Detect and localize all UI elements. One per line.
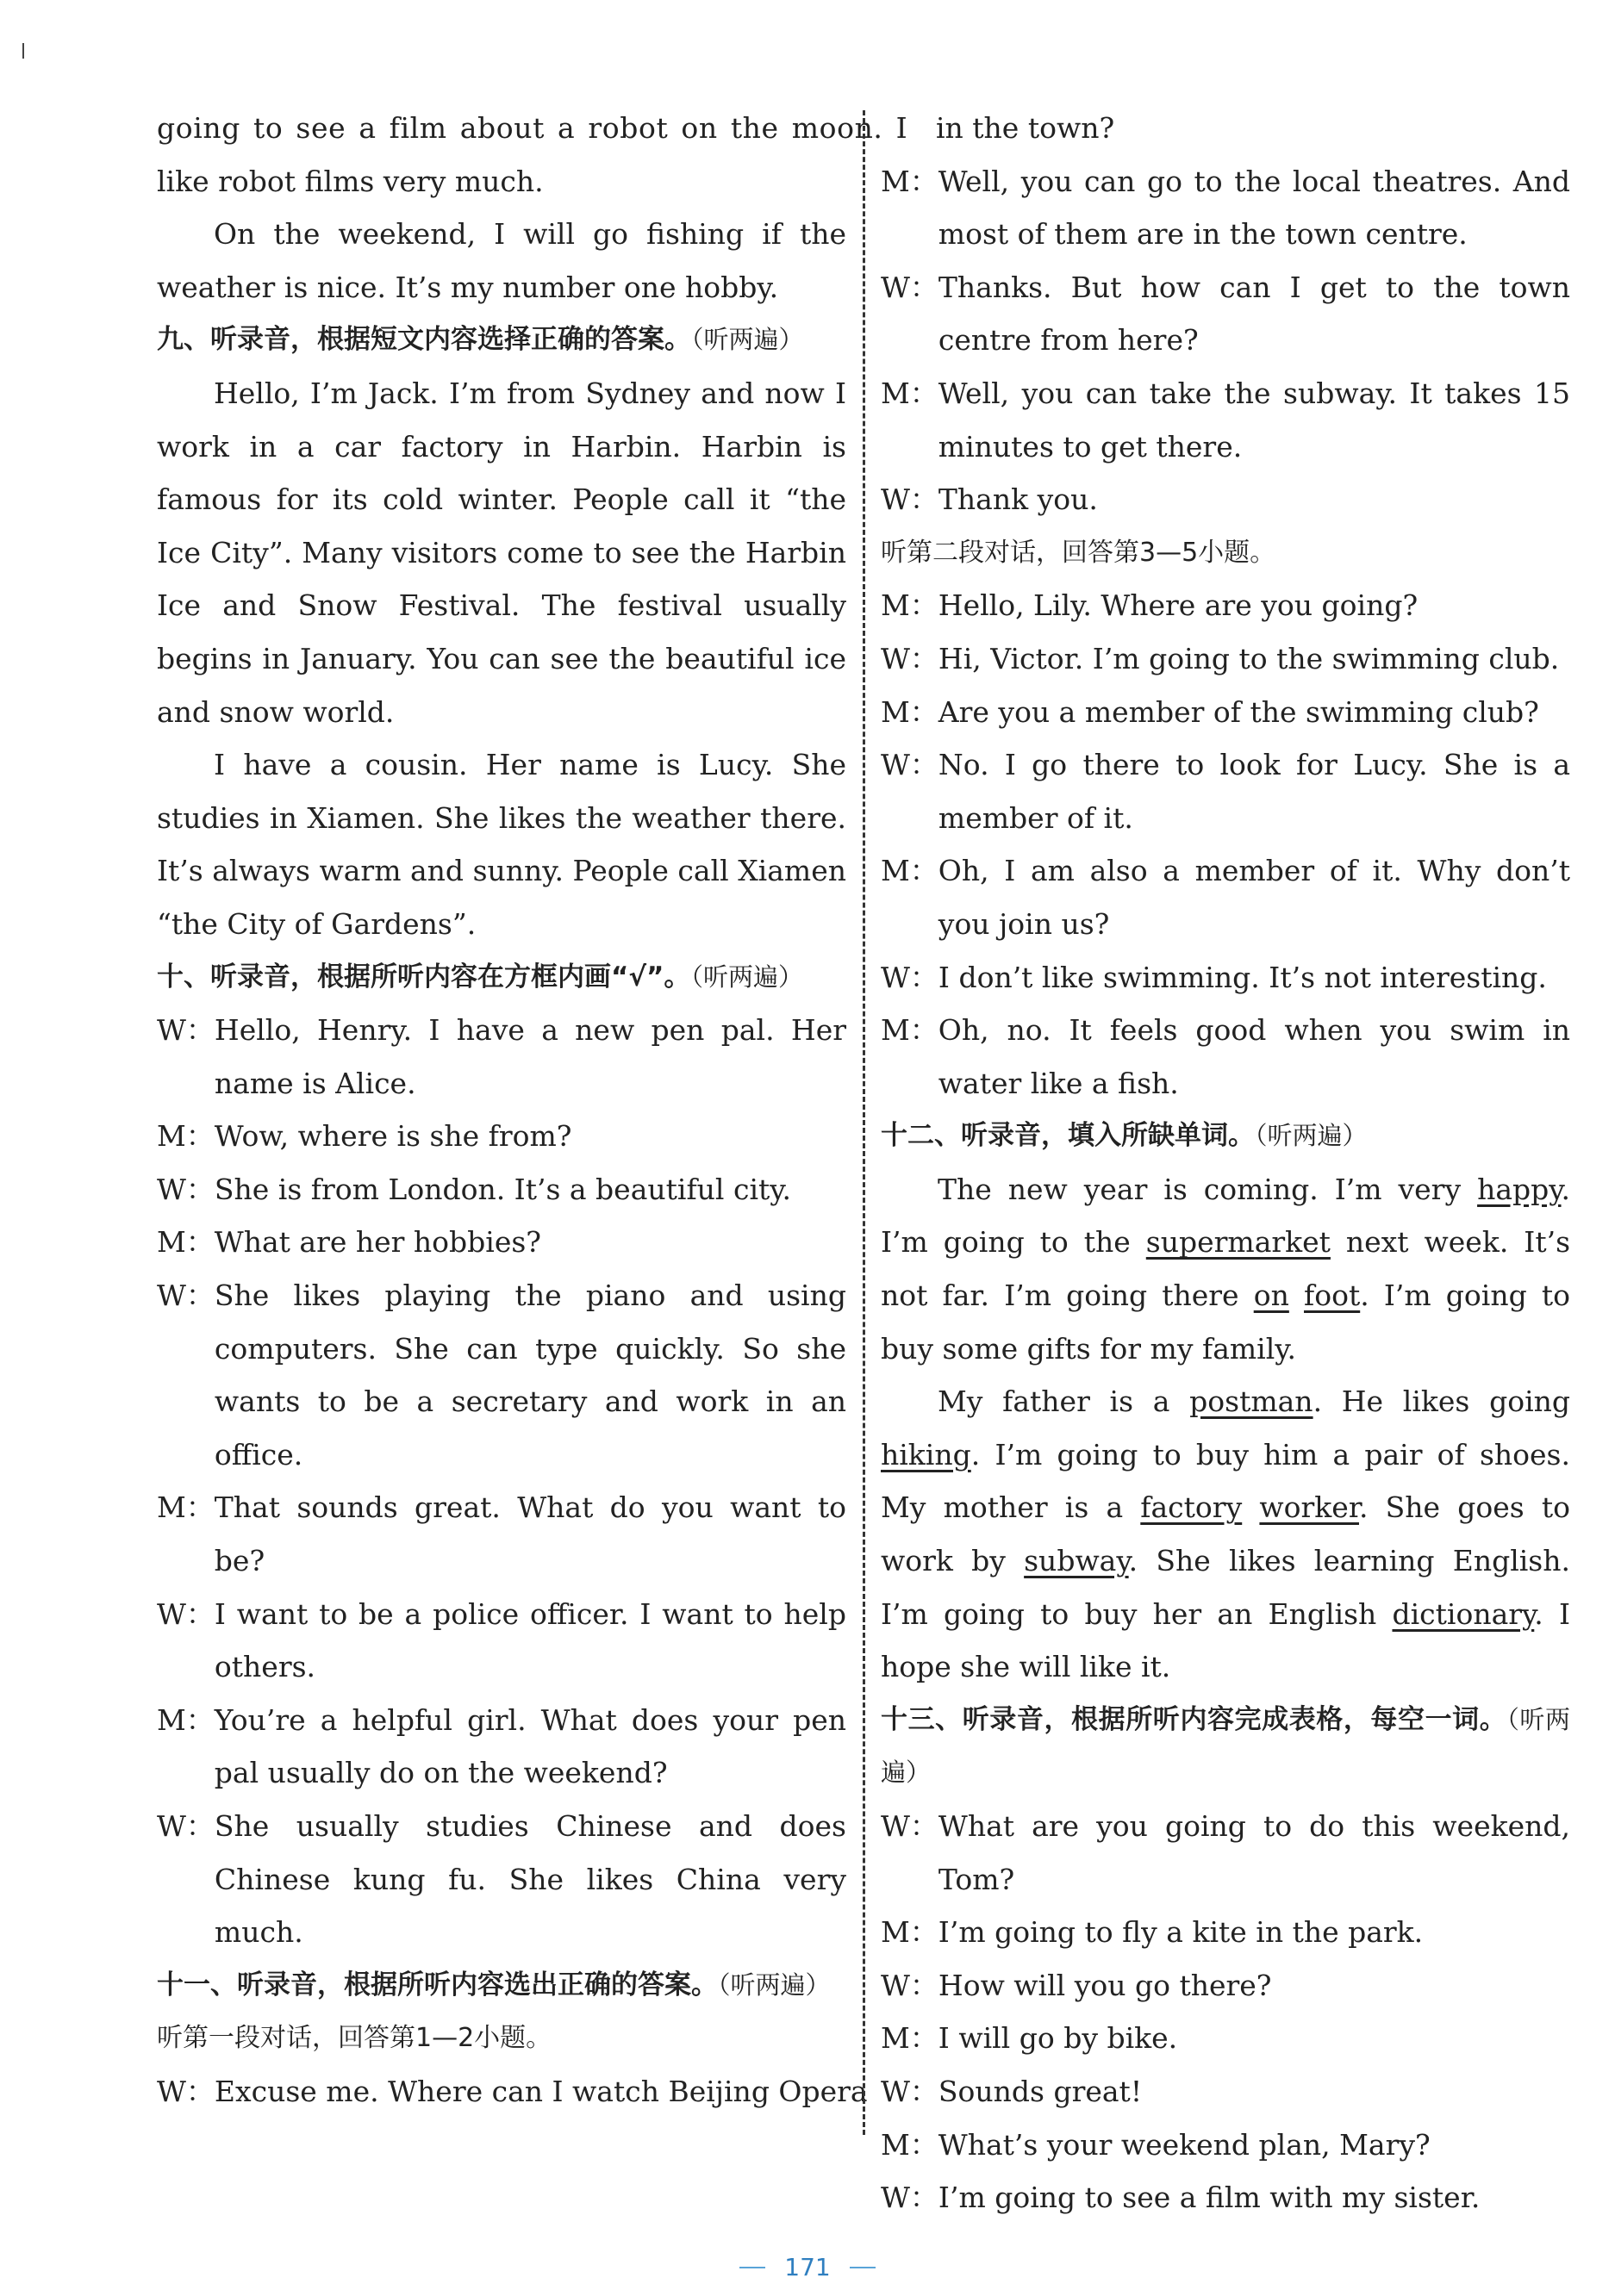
utterance: She usually studies Chinese and does Chinese kung fu. She likes China very much. [214, 1809, 846, 1950]
utterance: What’s your weekend plan, Mary? [938, 2127, 1431, 2162]
text-line: like robot films very much. [157, 164, 544, 198]
speaker: W： [881, 748, 938, 782]
footer-dash-right [850, 2267, 876, 2268]
dialogue-line [881, 1004, 1570, 1110]
text-run [1289, 1279, 1304, 1312]
utterance: I’m going to fly a kite in the park. [938, 1915, 1424, 1950]
utterance: Hello, Lily. Where are you going? [938, 588, 1419, 623]
section-title: 九、听录音，根据短文内容选择正确的答案。 [157, 324, 691, 356]
utterance: Oh, I am also a member of it. Why don’t you join us? [938, 854, 1570, 941]
filled-answer: supermarket [1145, 1225, 1331, 1260]
dialogue-line [157, 2065, 868, 2119]
utterance: Hi, Victor. I’m going to the swimming club. [938, 641, 1560, 675]
utterance: I will go by bike. [938, 2021, 1178, 2056]
speaker: M： [881, 1915, 938, 1950]
dialogue-line [157, 1800, 846, 1959]
dialogue-line [157, 1163, 846, 1216]
paragraph: Hello, I’m Jack. I’m from Sydney and now I work in a car factory in Harbin. Harbin is famous for its cold winter. People call it “the Ice City”. Many visitors come to see the Harbin Ice and Snow Festival. The festival usually begins in January. You can see the beautiful ice and snow world. [157, 376, 846, 729]
section-note: （听两遍） [690, 961, 803, 992]
dialogue-line [881, 155, 1570, 261]
text-run: The new year is coming. I’m very [938, 1172, 1478, 1206]
speaker: M： [881, 2021, 938, 2056]
text-run: . I’m going to buy some gifts for my family. [881, 1279, 1571, 1366]
speaker: W： [157, 1172, 215, 1206]
section-note: （听两遍） [881, 1704, 1570, 1788]
speaker: W： [881, 1809, 938, 1843]
dialogue-line [881, 632, 1570, 686]
speaker: W： [881, 2074, 938, 2108]
speaker: W： [157, 1596, 215, 1631]
text-run: . She goes to work by [881, 1490, 1570, 1578]
paragraph: I have a cousin. Her name is Lucy. She studies in Xiamen. She likes the weather there. It’s always warm and sunny. People call Xiamen “the City of Gardens”. [157, 748, 846, 941]
utterance: I want to be a police officer. I want to help others. [214, 1596, 846, 1684]
section-title: 十一、听录音，根据所听内容选出正确的答案。 [157, 1969, 718, 2000]
section-10-heading [157, 951, 846, 1005]
footer-dash-left [739, 2267, 765, 2268]
utterance: She likes playing the piano and using computers. She can type quickly. So she wants to be a secretary and work in an office. [214, 1279, 846, 1472]
left-column [157, 102, 908, 2119]
utterance: What are her hobbies? [214, 1225, 541, 1260]
dialogue-line [881, 2065, 1570, 2119]
dialogue-line [881, 1906, 1570, 1959]
utterance: Are you a member of the swimming club? [938, 694, 1539, 729]
utterance: What are you going to do this weekend, Tom? [938, 1809, 1570, 1896]
speaker: W： [157, 1279, 215, 1313]
speaker: M： [157, 1225, 215, 1260]
speaker: W： [881, 1968, 938, 2002]
speaker: M： [881, 694, 938, 729]
dialogue-line [881, 2171, 1570, 2224]
speaker: M： [881, 1013, 938, 1048]
utterance: No. I go there to look for Lucy. She is a member of it. [938, 748, 1570, 835]
right-column [881, 102, 1570, 2224]
text-run [1242, 1490, 1259, 1524]
cloze-paragraph [881, 1163, 1570, 1375]
speaker: M： [157, 1702, 215, 1737]
text-line: going to see a film about a robot on the moon. I [157, 111, 908, 145]
dialogue-line [881, 686, 1570, 739]
speaker: W： [881, 270, 938, 304]
dialogue-line [157, 1694, 846, 1800]
section-13-heading [881, 1694, 1570, 1800]
filled-answer: worker [1259, 1490, 1359, 1525]
text-run: . I’m going to the [881, 1172, 1570, 1260]
utterance: Sounds great! [938, 2074, 1143, 2108]
dialogue-line [881, 102, 1570, 155]
dialogue-line [881, 1959, 1570, 2013]
utterance: You’re a helpful girl. What does your pen pal usually do on the weekend? [214, 1702, 846, 1790]
speaker: M： [881, 376, 938, 410]
dialogue-line [157, 1588, 846, 1694]
utterance: Well, you can take the subway. It takes 15 minutes to get there. [938, 376, 1570, 464]
text-run: next week. It’s not far. I’m going there [881, 1225, 1571, 1313]
dialogue-line [881, 261, 1570, 367]
cloze-paragraph [881, 1375, 1570, 1694]
dialogue-line [157, 1110, 846, 1163]
dialogue-line [881, 367, 1570, 473]
dialogue-line [881, 579, 1570, 632]
speaker: M： [881, 588, 938, 623]
speaker: M： [157, 1490, 215, 1525]
utterance: I’m going to see a film with my sister. [938, 2181, 1481, 2215]
dialogue-line [157, 1481, 846, 1587]
dialogue-line [881, 473, 1570, 526]
dialogue-line [881, 2012, 1570, 2065]
text-run: . I hope she will like it. [881, 1596, 1570, 1684]
dialogue-line [881, 1800, 1570, 1906]
speaker: W： [157, 1809, 215, 1843]
filled-answer: subway [1024, 1544, 1129, 1578]
section-title: 十、听录音，根据所听内容在方框内画“√”。 [157, 961, 691, 992]
filled-answer: happy [1477, 1172, 1562, 1206]
dialogue-line [157, 1269, 846, 1481]
filled-answer: dictionary [1392, 1596, 1535, 1631]
utterance-continued: in the town? [936, 111, 1115, 145]
sub-instruction: 听第一段对话，回答第1—2小题。 [157, 2023, 552, 2054]
text-run: . He likes going [1313, 1384, 1571, 1419]
section-title: 十二、听录音，填入所缺单词。 [881, 1120, 1255, 1152]
speaker: M： [157, 1119, 215, 1154]
section-note: （听两遍） [1255, 1121, 1368, 1151]
utterance: Thanks. But how can I get to the town centre from here? [938, 270, 1570, 358]
utterance: She is from London. It’s a beautiful city. [214, 1172, 792, 1206]
utterance: How will you go there? [938, 1968, 1272, 2002]
section-note: （听两遍） [691, 325, 804, 355]
filled-answer: on [1253, 1279, 1289, 1313]
speaker: W： [157, 2074, 215, 2108]
speaker: W： [881, 2181, 938, 2215]
dialogue-line [881, 738, 1570, 844]
dialogue-line [881, 844, 1570, 950]
filled-answer: foot [1304, 1279, 1361, 1313]
dialogue-line [881, 2119, 1570, 2172]
text-run: . She likes learning English. I’m going to buy her an English [881, 1544, 1570, 1631]
dialogue-line [157, 1216, 846, 1269]
text-run: My father is a [938, 1384, 1190, 1419]
filled-answer: hiking [881, 1437, 971, 1472]
section-note: （听两遍） [718, 1969, 831, 2000]
section-12-heading [881, 1110, 1570, 1163]
page-number: 171 [784, 2253, 831, 2281]
filled-answer: factory [1140, 1490, 1243, 1525]
utterance: That sounds great. What do you want to be? [214, 1490, 846, 1578]
section-title: 十三、听录音，根据所听内容完成表格，每空一词。 [881, 1703, 1507, 1735]
section-9-heading [157, 314, 846, 367]
page-footer [0, 2253, 1615, 2281]
speaker: M： [881, 854, 938, 888]
speaker: M： [881, 164, 938, 198]
speaker: W： [881, 641, 938, 675]
utterance: Wow, where is she from? [214, 1119, 572, 1154]
utterance: Hello, Henry. I have a new pen pal. Her name is Alice. [214, 1013, 846, 1100]
paragraph: On the weekend, I will go fishing if the weather is nice. It’s my number one hobby. [157, 217, 846, 304]
text-run: . I’m going to buy him a pair of shoes. My mother is a [881, 1437, 1570, 1525]
utterance: Well, you can go to the local theatres. And most of them are in the town centre. [938, 164, 1570, 252]
section-11-heading [157, 1959, 846, 2013]
dialogue-line [881, 951, 1570, 1005]
utterance: Excuse me. Where can I watch Beijing Opera [214, 2074, 868, 2108]
utterance: Thank you. [938, 482, 1098, 517]
margin-tick [22, 43, 24, 59]
dialogue-10 [157, 1004, 846, 1959]
utterance: I don’t like swimming. It’s not interesting. [938, 960, 1547, 994]
filled-answer: postman [1189, 1384, 1313, 1419]
sub-instruction: 听第二段对话，回答第3—5小题。 [881, 537, 1276, 568]
speaker: W： [157, 1013, 215, 1048]
speaker: M： [881, 2127, 938, 2162]
dialogue-line [157, 1004, 846, 1110]
column-divider [863, 110, 865, 2135]
utterance: Oh, no. It feels good when you swim in water like a fish. [938, 1013, 1570, 1100]
speaker: W： [881, 960, 938, 994]
speaker: W： [881, 482, 938, 517]
